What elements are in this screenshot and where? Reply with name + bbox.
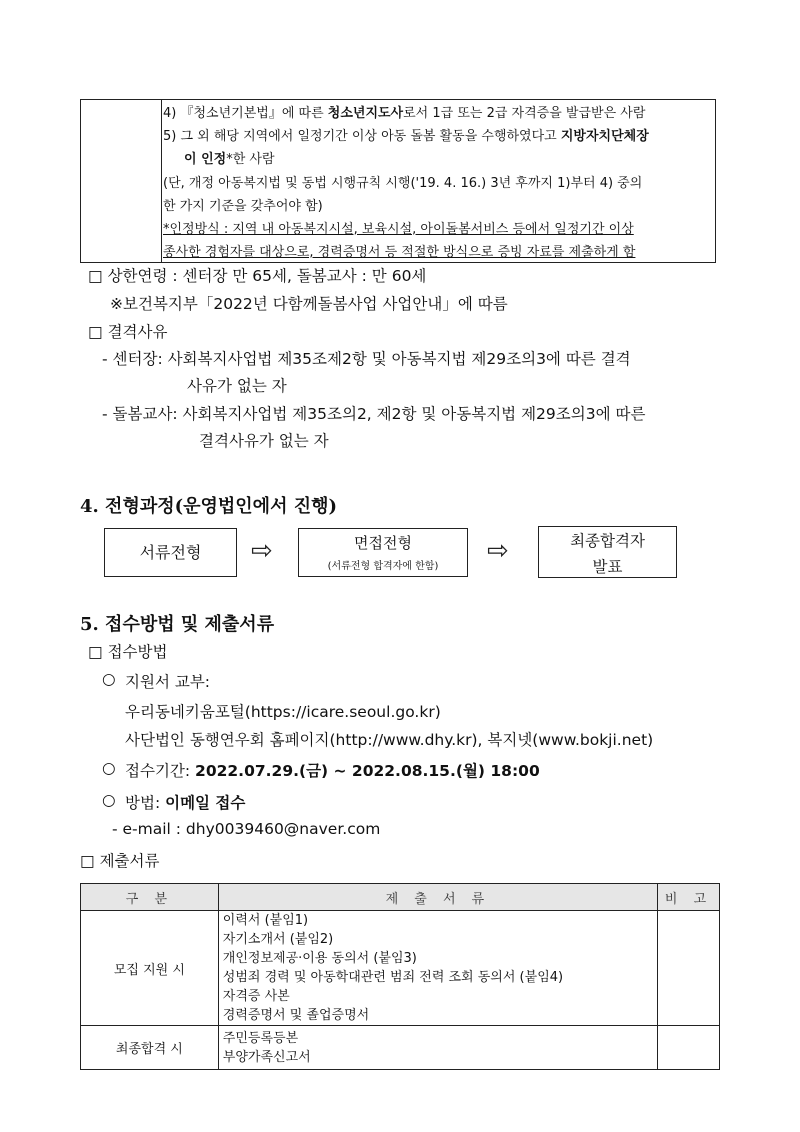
certification-line2: 종사한 경험자를 대상으로, 경력증명서 등 적절한 방식으로 증빙 자료를 제출하게 함 bbox=[163, 245, 636, 260]
row-documents bbox=[218, 1026, 657, 1070]
document-item: 개인정보제공·이용 동의서 (붙임3) bbox=[222, 951, 417, 966]
row-documents bbox=[218, 911, 657, 1026]
table-row bbox=[81, 911, 720, 1026]
flow-step-final-announcement: 최종합격자 발표 bbox=[538, 526, 677, 578]
document-item: 부양가족신고서 bbox=[222, 1049, 311, 1065]
flow-arrow-icon: ⇨ bbox=[251, 536, 273, 566]
row-remark bbox=[658, 911, 720, 1026]
distribution-site-1: 우리동네키움포털(https://icare.seoul.go.kr) bbox=[125, 703, 441, 721]
note-line2: 한 가지 기준을 갖추어야 함) bbox=[163, 199, 323, 214]
note-line1: (단, 개정 아동복지법 및 동법 시행규칙 시행('19. 4. 16.) 3년 후까지 1)부터 4) 중의 bbox=[163, 176, 643, 191]
application-method: 방법: 이메일 접수 bbox=[125, 794, 246, 812]
document-item: 성범죄 경력 및 아동학대관련 범죄 전력 조회 동의서 (붙임4) bbox=[222, 970, 564, 985]
document-item: 경력증명서 및 졸업증명서 bbox=[222, 1008, 370, 1023]
header-category: 구 분 bbox=[81, 884, 219, 911]
flow-step-interview: 면접전형 (서류전형 합격자에 한함) bbox=[298, 528, 468, 577]
eligibility-table-continued bbox=[80, 99, 716, 263]
header-remarks: 비 고 bbox=[658, 884, 720, 911]
row-remark bbox=[658, 1026, 720, 1070]
bullet-icon: ○ bbox=[102, 670, 116, 688]
flow-step-document-screening: 서류전형 bbox=[104, 528, 237, 577]
distribution-site-2: 사단법인 동행연우회 홈페이지(http://www.dhy.kr), 복지넷(www.bokji.net) bbox=[125, 731, 654, 749]
section-4-title: 4. 전형과정(운영법인에서 진행) bbox=[80, 496, 338, 517]
bullet-icon: ○ bbox=[102, 791, 116, 809]
document-item: 자기소개서 (붙임2) bbox=[222, 932, 334, 947]
table-header-row bbox=[81, 884, 720, 911]
item-5-line1: 5) 그 외 해당 지역에서 일정기간 이상 아동 돌봄 활동을 수행하였다고 지방자치단체장 bbox=[163, 129, 649, 144]
header-documents: 제 출 서 류 bbox=[218, 884, 657, 911]
item-5-line2: 이 인정*한 사람 bbox=[184, 152, 275, 167]
table-row bbox=[81, 1026, 720, 1070]
method-heading: □ 접수방법 bbox=[88, 643, 168, 661]
age-limit-line: □ 상한연령 : 센터장 만 65세, 돌봄교사 : 만 60세 bbox=[88, 267, 427, 285]
director-disqualification-line1: - 센터장: 사회복지사업법 제35조제2항 및 아동복지법 제29조의3에 따른 결격 bbox=[102, 350, 631, 368]
disqualification-heading: □ 결격사유 bbox=[88, 323, 168, 341]
teacher-disqualification-line1: - 돌봄교사: 사회복지사업법 제35조의2, 제2항 및 아동복지법 제29조의3에 따른 bbox=[102, 405, 646, 423]
row-category: 모집 지원 시 bbox=[81, 911, 219, 1026]
director-disqualification-line2: 사유가 없는 자 bbox=[187, 377, 287, 395]
table-column-divider bbox=[161, 100, 162, 262]
teacher-disqualification-line2: 결격사유가 없는 자 bbox=[199, 432, 329, 450]
item-4: 4) 『청소년기본법』에 따른 청소년지도사로서 1급 또는 2급 자격증을 발급받은 사람 bbox=[163, 106, 646, 121]
certification-line1: *인정방식 : 지역 내 아동복지시설, 보육시설, 아이돌봄서비스 등에서 일정기간 이상 bbox=[163, 222, 634, 237]
row-category: 최종합격 시 bbox=[81, 1026, 219, 1070]
email-address: - e-mail : dhy0039460@naver.com bbox=[112, 820, 381, 838]
document-item: 주민등록등본 bbox=[222, 1030, 299, 1046]
section-5-title: 5. 접수방법 및 제출서류 bbox=[80, 614, 275, 635]
document-item: 이력서 (붙임1) bbox=[222, 913, 309, 928]
age-limit-note: ※보건복지부「2022년 다함께돌봄사업 사업안내」에 따름 bbox=[110, 295, 508, 313]
flow-arrow-icon: ⇨ bbox=[487, 536, 509, 566]
documents-heading: □ 제출서류 bbox=[80, 852, 160, 870]
application-distribution-label: 지원서 교부: bbox=[125, 673, 211, 691]
submission-documents-table bbox=[80, 883, 720, 1070]
document-item: 자격증 사본 bbox=[222, 989, 290, 1004]
bullet-icon: ○ bbox=[102, 759, 116, 777]
application-period: 접수기간: 2022.07.29.(금) ~ 2022.08.15.(월) 18:00 bbox=[125, 762, 540, 780]
